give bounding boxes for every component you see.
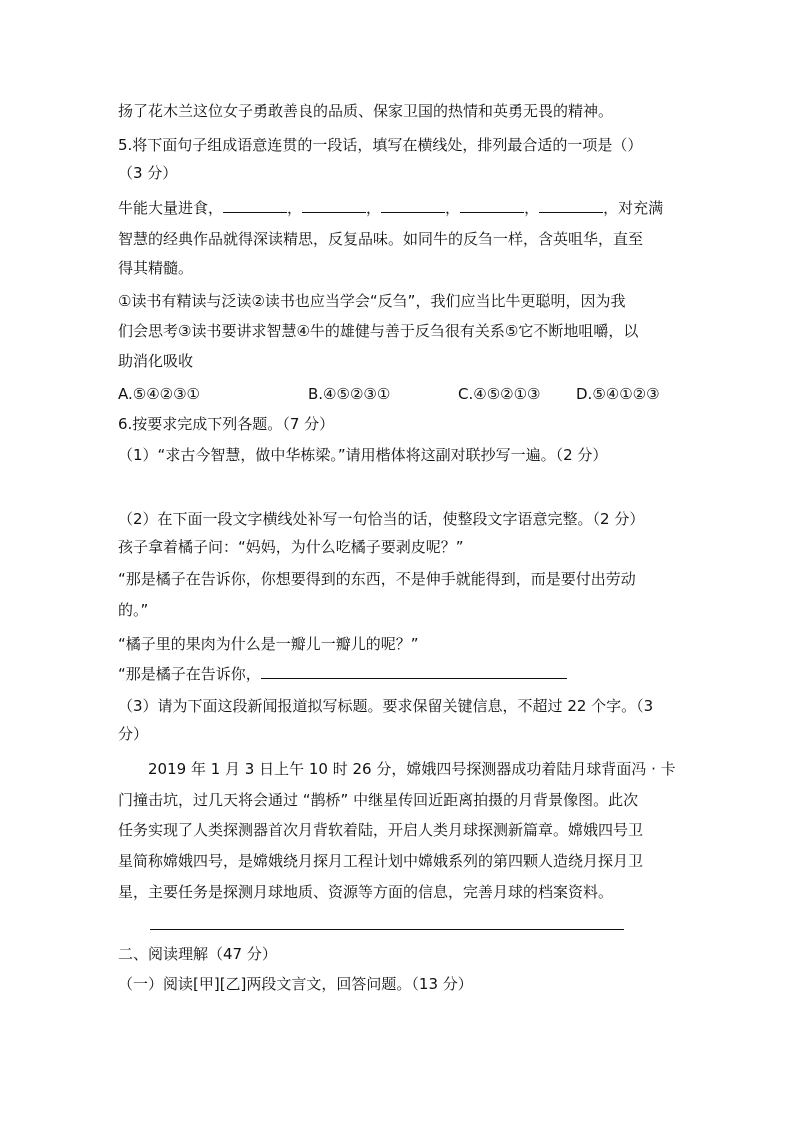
q6-dialog-2-line1: “那是橘子在告诉你，你想要得到的东西，不是伸手就能得到，而是要付出劳动 <box>118 570 636 588</box>
q5-stem-line2: 智慧的经典作品就得深读精思，反复品味。如同牛的反刍一样，含英咀华，直至 <box>118 230 644 248</box>
intro-tail: 扬了花木兰这位女子勇敢善良的品质、保家卫国的热情和英勇无畏的精神。 <box>118 102 614 120</box>
q6-dialog-2-line2: 的。” <box>118 601 149 619</box>
separator: ， <box>287 199 303 217</box>
separator: ， <box>445 199 461 217</box>
q6-dialog-3: “橘子里的果肉为什么是一瓣儿一瓣儿的呢？” <box>118 635 419 653</box>
q5-stem-end: ，对充满 <box>603 199 664 217</box>
q5-sentences-line1: ①读书有精读与泛读②读书也应当学会“反刍”，我们应当比牛更聪明，因为我 <box>118 292 626 310</box>
news-line-4: 星简称嫦娥四号，是嫦娥绕月探月工程计划中嫦娥系列的第四颗人造绕月探月卫 <box>118 852 644 870</box>
q6-part3-line1: （3）请为下面这段新闻报道拟写标题。要求保留关键信息，不超过 22 个字。（3 <box>118 697 654 715</box>
q5-sentences-line3: 助消化吸收 <box>118 352 194 370</box>
section-2-title: 二、阅读理解（47 分） <box>118 945 277 963</box>
answer-blank-5[interactable] <box>539 198 603 213</box>
q6-part3-line2: 分） <box>118 725 149 743</box>
q5-option-b[interactable]: B.④⑤②③① <box>308 385 391 403</box>
q5-prompt: 5.将下面句子组成语意连贯的一段话，填写在横线处，排列最合适的一项是（） <box>118 136 643 154</box>
answer-blank-4[interactable] <box>460 198 524 213</box>
q6-dialog-4 <box>118 664 567 684</box>
separator: ， <box>524 199 540 217</box>
answer-blank-3[interactable] <box>381 198 445 213</box>
q6-dialog-1: 孩子拿着橘子问：“妈妈，为什么吃橘子要剥皮呢？” <box>118 538 464 556</box>
news-line-1: 2019 年 1 月 3 日上午 10 时 26 分，嫦娥四号探测器成功着陆月球背面冯 · 卡 <box>148 760 676 778</box>
separator: ， <box>366 199 382 217</box>
news-line-5: 星，主要任务是探测月球地质、资源等方面的信息，完善月球的档案资料。 <box>118 883 614 901</box>
q5-sentences-line2: 们会思考③读书要讲求智慧④牛的雄健与善于反刍很有关系⑤它不断地咀嚼，以 <box>118 322 639 340</box>
q5-stem-line3: 得其精髓。 <box>118 259 194 277</box>
q5-points: （3 分） <box>118 164 178 182</box>
headline-answer-line[interactable] <box>150 929 624 930</box>
q6-title: 6.按要求完成下列各题。（7 分） <box>118 415 335 433</box>
q5-option-d[interactable]: D.⑤④①②③ <box>576 385 660 403</box>
q6-dialog-4-text: “那是橘子在告诉你， <box>118 665 261 683</box>
dialog-answer-blank[interactable] <box>261 664 567 679</box>
answer-blank-2[interactable] <box>302 198 366 213</box>
section-2-sub-1: （一）阅读[甲][乙]两段文言文，回答问题。（13 分） <box>118 975 473 993</box>
q6-part2: （2）在下面一段文字横线处补写一句恰当的话，使整段文字语意完整。（2 分） <box>118 510 645 528</box>
news-line-3: 任务实现了人类探测器首次月背软着陆，开启人类月球探测新篇章。嫦娥四号卫 <box>118 821 644 839</box>
news-line-2: 门撞击坑，过几天将会通过 “鹊桥” 中继星传回近距离拍摄的月背景像图。此次 <box>118 791 639 809</box>
answer-blank-1[interactable] <box>223 198 287 213</box>
q5-option-a[interactable]: A.⑤④②③① <box>118 385 201 403</box>
q5-option-c[interactable]: C.④⑤②①③ <box>458 385 541 403</box>
q6-part1: （1）“求古今智慧，做中华栋梁。”请用楷体将这副对联抄写一遍。（2 分） <box>118 446 608 464</box>
q5-stem-line1 <box>118 198 663 218</box>
q5-stem-start: 牛能大量进食， <box>118 199 224 217</box>
